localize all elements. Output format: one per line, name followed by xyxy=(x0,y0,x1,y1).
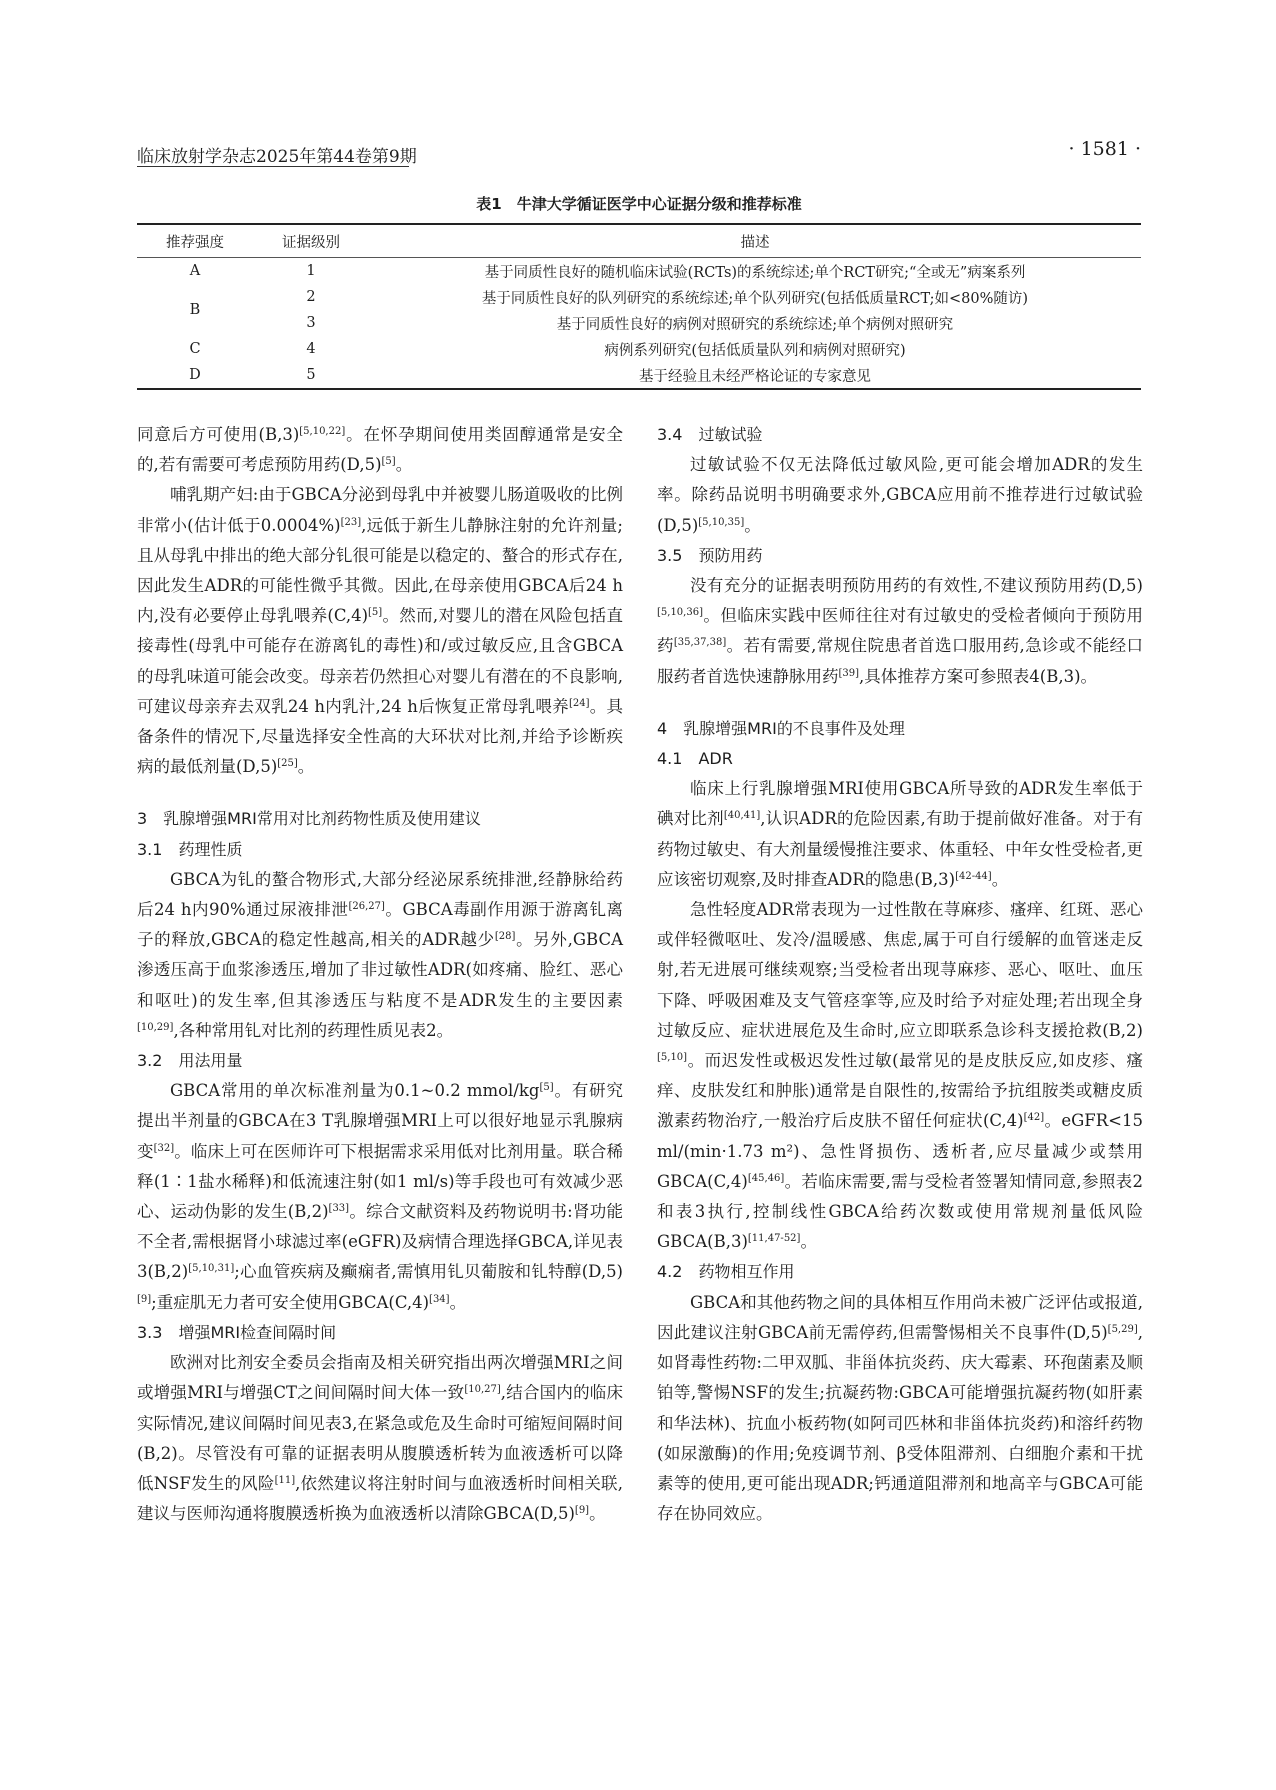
citation[interactable]: [10,29] xyxy=(137,1021,174,1033)
table-row xyxy=(137,310,1141,336)
table-cell-grade: C xyxy=(189,341,201,357)
citation[interactable]: [25] xyxy=(277,758,298,770)
table-cell-desc: 病例系列研究(包括低质量队列和病例对照研究) xyxy=(604,342,906,359)
citation[interactable]: [33] xyxy=(328,1203,350,1215)
table-cell-desc: 基于同质性良好的随机临床试验(RCTs)的系统综述;单个RCT研究;“全或无”病案系列 xyxy=(484,264,1026,281)
citation[interactable]: [10,27] xyxy=(464,1384,501,1396)
citation[interactable]: [42-44] xyxy=(955,870,992,882)
body-paragraph: 急性轻度ADR常表现为一过性散在荨麻疹、瘙痒、红斑、恶心或伴轻微呕吐、发冷/温暖感、焦虑,属于可自行缓解的血管迷走反射,若无进展可继续观察;当受检者出现荨麻疹、恶心、呕吐、血压下降、呼吸困难及支气管痉挛等,应及时给予对症处理;若出现全身过敏反应、症状进展危及生命时,应立即联系急诊科支援抢救(B,2)[5,10]。而迟发性或极迟发性过敏(最常见的是皮肤反应,如皮疹、瘙痒、皮肤发红和肿胀)通常是自限性的,按需给予抗组胺类或糖皮质激素药物治疗,一般治疗后皮肤不留任何症状(C,4)[42]。eGFR<15 ml/(min·1.73 m²)、急性肾损伤、透析者,应尽量减少或禁用GBCA(C,4)[45,46]。若临床需要,需与受检者签署知情同意,参照表2和表3执行,控制线性GBCA给药次数或使用常规剂量低风险GBCA(B,3)[11,47-52]。 xyxy=(657,900,1143,1252)
left-column xyxy=(137,420,623,1529)
table-header-row xyxy=(137,224,1141,258)
table-header-level: 证据级别 xyxy=(253,224,369,258)
subsection-heading: 4.2 药物相互作用 xyxy=(657,1262,795,1282)
running-head xyxy=(137,138,1141,170)
table-row xyxy=(137,362,1141,389)
table-cell-grade: B xyxy=(189,302,201,318)
journal-title: 临床放射学杂志2025年第44卷第9期 xyxy=(137,147,417,167)
body-paragraph: GBCA和其他药物之间的具体相互作用尚未被广泛评估或报道,因此建议注射GBCA前无需停药,但需警惕相关不良事件(D,5)[5,29],如肾毒性药物:二甲双胍、非甾体抗炎药、庆大霉素、环孢菌素及顺铂等,警惕NSF的发生;抗凝药物:GBCA可能增强抗凝药物(如肝素和华法林)、抗血小板药物(如阿司匹林和非甾体抗炎药)和溶纤药物(如尿激酶)的作用;免疫调节剂、β受体阻滞剂、白细胞介素和干扰素等的使用,更可能出现ADR;钙通道阻滞剂和地高辛与GBCA可能存在协同效应。 xyxy=(657,1292,1143,1524)
table-cell-level: 1 xyxy=(306,263,316,279)
evidence-table xyxy=(137,223,1141,390)
body-paragraph: 欧洲对比剂安全委员会指南及相关研究指出两次增强MRI之间或增强MRI与增强CT之间间隔时间大体一致[10,27],结合国内的临床实际情况,建议间隔时间见表3,在紧急或危及生命时可缩短间隔时间(B,2)。尽管没有可靠的证据表明从腹膜透析转为血液透析可以降低NSF发生的风险[11],依然建议将注射时间与血液透析时间相关联,建议与医师沟通将腹膜透析换为血液透析以清除GBCA(D,5)[9]。 xyxy=(137,1353,624,1524)
subsection-heading: 4.1 ADR xyxy=(657,749,733,769)
table-cell-desc: 基于同质性良好的队列研究的系统综述;单个队列研究(包括低质量RCT;如<80%随访) xyxy=(481,290,1029,307)
citation[interactable]: [5] xyxy=(539,1082,554,1094)
body-paragraph: GBCA常用的单次标准剂量为0.1~0.2 mmol/kg[5]。有研究提出半剂量的GBCA在3 T乳腺增强MRI上可以很好地显示乳腺病变[32]。临床上可在医师许可下根据需求采用低对比剂用量。联合稀释(1∶1盐水稀释)和低流速注射(如1 ml/s)等手段也可有效减少恶心、运动伪影的发生(B,2)[33]。综合文献资料及药物说明书:肾功能不全者,需根据肾小球滤过率(eGFR)及病情合理选择GBCA,详见表3(B,2)[5,10,31];心血管疾病及癫痫者,需慎用钆贝葡胺和钆特醇(D,5)[9];重症肌无力者可安全使用GBCA(C,4)[34]。 xyxy=(137,1081,624,1312)
citation[interactable]: [5] xyxy=(381,456,396,468)
page-number: · 1581 · xyxy=(1068,138,1141,160)
subsection-heading: 3.3 增强MRI检查间隔时间 xyxy=(137,1322,337,1342)
citation[interactable]: [28] xyxy=(494,931,516,943)
table-cell-level: 5 xyxy=(253,362,369,389)
citation[interactable]: [5,10,22] xyxy=(299,426,346,437)
citation[interactable]: [11] xyxy=(274,1474,296,1486)
citation[interactable]: [5,29] xyxy=(1107,1323,1138,1335)
body-paragraph: 没有充分的证据表明预防用药的有效性,不建议预防用药(D,5)[5,10,36]。但临床实践中医师往往对有过敏史的受检者倾向于预防用药[35,37,38]。若有需要,常规住院患者首选口服用药,急诊或不能经口服药者首选快速静脉用药[39],具体推荐方案可参照表4(B,3)。 xyxy=(657,576,1144,686)
citation[interactable]: [5,10,31] xyxy=(188,1263,235,1275)
table-header-grade: 推荐强度 xyxy=(137,224,253,258)
section-heading: 4 乳腺增强MRI的不良事件及处理 xyxy=(657,718,905,738)
citation[interactable]: [9] xyxy=(574,1505,590,1517)
body-paragraph: 同意后方可使用(B,3)[5,10,22]。在怀孕期间使用类固醇通常是安全的,若有需要可考虑预防用药(D,5)[5]。 xyxy=(137,425,623,475)
table-cell-level: 4 xyxy=(306,341,316,357)
right-column xyxy=(657,420,1143,1529)
body-paragraph: 临床上行乳腺增强MRI使用GBCA所导致的ADR发生率低于碘对比剂[40,41],认识ADR的危险因素,有助于提前做好准备。对于有药物过敏史、有大剂量缓慢推注要求、体重轻、中年女性受检者,更应该密切观察,及时排查ADR的隐患(B,3)[42-44]。 xyxy=(657,779,1144,889)
table-cell-level: 3 xyxy=(306,315,316,331)
table-cell-desc: 基于同质性良好的病例对照研究的系统综述;单个病例对照研究 xyxy=(556,316,954,333)
subsection-heading: 3.4 过敏试验 xyxy=(657,425,763,444)
table-cell-desc: 基于经验且未经严格论证的专家意见 xyxy=(369,362,1141,389)
citation[interactable]: [5,10,36] xyxy=(657,607,703,619)
citation[interactable]: [5,10] xyxy=(657,1052,688,1064)
subsection-heading: 3.5 预防用药 xyxy=(657,545,763,565)
table-row xyxy=(137,284,1141,310)
body-paragraph: GBCA为钆的螯合物形式,大部分经泌尿系统排泄,经静脉给药后24 h内90%通过尿液排泄[26,27]。GBCA毒副作用源于游离钆离子的释放,GBCA的稳定性越高,相关的ADR越少[28]。另外,GBCA渗透压高于血浆渗透压,增加了非过敏性ADR(如疼痛、脸红、恶心和呕吐)的发生率,但其渗透压与粘度不是ADR发生的主要因素[10,29],各种常用钆对比剂的药理性质见表2。 xyxy=(137,869,623,1040)
citation[interactable]: [26,27] xyxy=(348,901,385,913)
citation[interactable]: [32] xyxy=(153,1142,175,1154)
table-header-desc: 描述 xyxy=(369,224,1141,258)
citation[interactable]: [11,47-52] xyxy=(747,1233,801,1245)
journal-underline xyxy=(137,166,409,167)
citation[interactable]: [5,10,35] xyxy=(698,516,745,528)
table-cell-grade: A xyxy=(189,263,201,279)
citation[interactable]: [9] xyxy=(137,1293,152,1305)
citation[interactable]: [45,46] xyxy=(747,1172,785,1184)
citation[interactable]: [35,37,38] xyxy=(673,637,727,649)
citation[interactable]: [40,41] xyxy=(723,810,761,822)
citation[interactable]: [23] xyxy=(340,516,362,528)
section-heading: 3 乳腺增强MRI常用对比剂药物性质及使用建议 xyxy=(137,809,481,829)
subsection-heading: 3.2 用法用量 xyxy=(137,1051,243,1071)
citation[interactable]: [24] xyxy=(568,697,590,709)
citation[interactable]: [5] xyxy=(368,607,383,619)
table-cell-grade: D xyxy=(137,362,253,389)
citation[interactable]: [34] xyxy=(429,1293,450,1305)
table-caption: 表1 牛津大学循证医学中心证据分级和推荐标准 xyxy=(476,195,802,213)
citation[interactable]: [39] xyxy=(838,667,860,679)
body-paragraph: 过敏试验不仅无法降低过敏风险,更可能会增加ADR的发生率。除药品说明书明确要求外,GBCA应用前不推荐进行过敏试验(D,5)[5,10,35]。 xyxy=(657,455,1143,535)
table-row xyxy=(137,258,1141,285)
table-cell-level: 2 xyxy=(306,289,316,305)
table-row xyxy=(137,336,1141,362)
citation[interactable]: [42] xyxy=(1023,1112,1045,1124)
subsection-heading: 3.1 药理性质 xyxy=(137,839,243,859)
body-paragraph: 哺乳期产妇:由于GBCA分泌到母乳中并被婴儿肠道吸收的比例非常小(估计低于0.0004%)[23],远低于新生儿静脉注射的允许剂量;且从母乳中排出的绝大部分钆很可能是以稳定的、螯合的形式存在,因此发生ADR的可能性微乎其微。因此,在母亲使用GBCA后24 h内,没有必要停止母乳喂养(C,4)[5]。然而,对婴儿的潜在风险包括直接毒性(母乳中可能存在游离钆的毒性)和/或过敏反应,且含GBCA的母乳味道可能会改变。母亲若仍然担心对婴儿有潜在的不良影响,可建议母亲弃去双乳24 h内乳汁,24 h后恢复正常母乳喂养[24]。具备条件的情况下,尽量选择安全性高的大环状对比剂,并给予诊断疾病的最低剂量(D,5)[25]。 xyxy=(137,485,624,777)
